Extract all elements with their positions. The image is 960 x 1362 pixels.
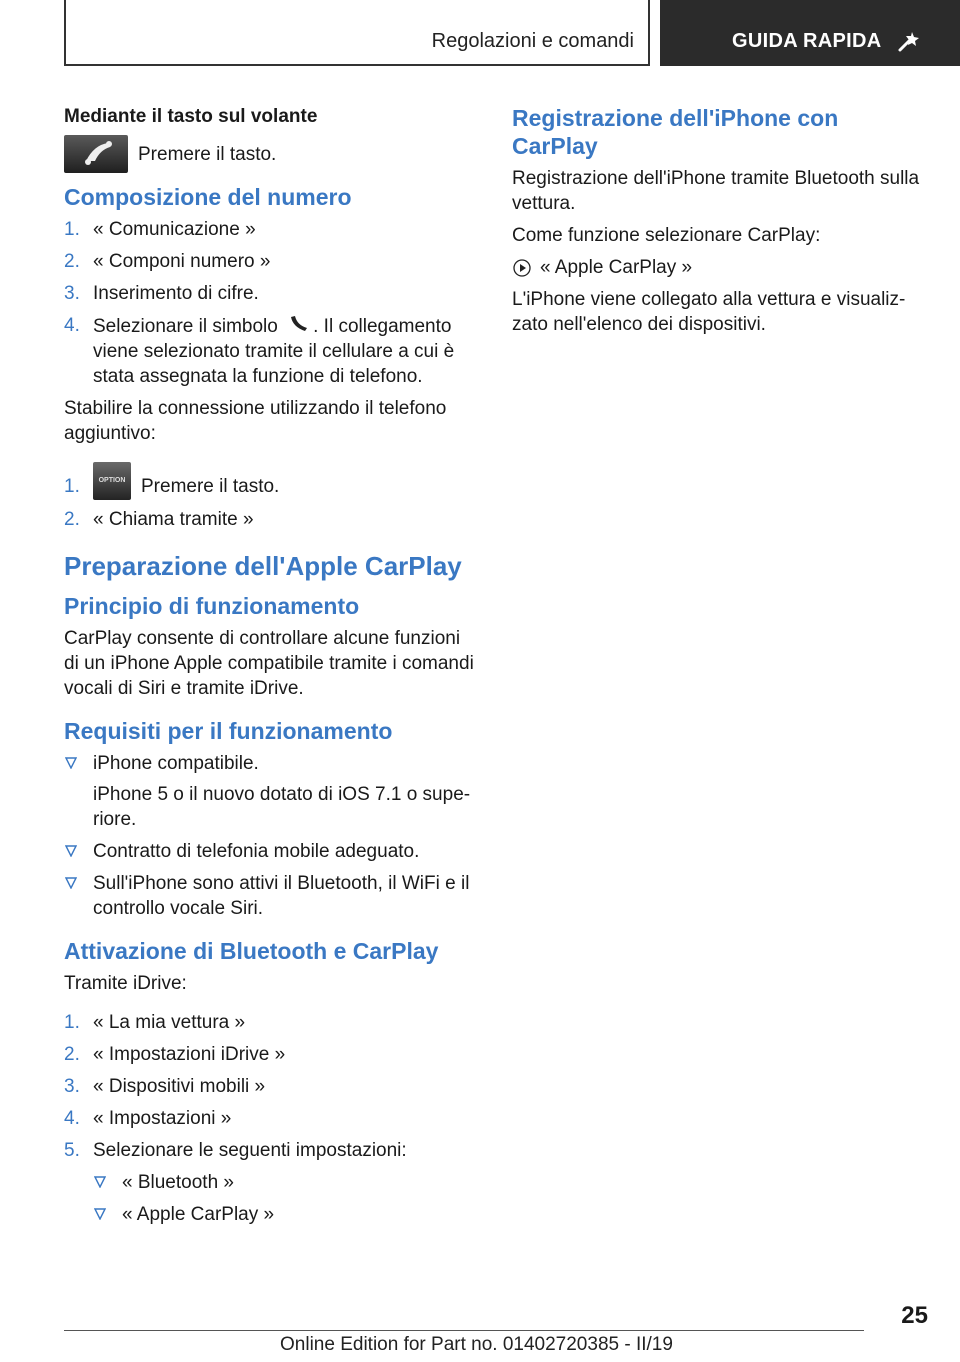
list-item: 4. Selezionare il simbolo . Il collegamento viene selezionato tramite il cellulare a cui è stata assegnata la funzione di telefono.	[64, 315, 455, 387]
triangle-bullet-icon	[94, 1176, 106, 1188]
select-item-row: « Apple CarPlay »	[512, 255, 926, 280]
left-column	[64, 104, 478, 1234]
list-item: 1. « La mia vettura »	[64, 1012, 246, 1033]
list-item: iPhone compatibile. iPhone 5 o il nuovo dotato di iOS 7.1 o superiore.	[64, 751, 478, 832]
activation-title: Attivazione di Bluetooth e CarPlay	[64, 938, 439, 964]
list-item: « Bluetooth »	[93, 1170, 478, 1195]
list-item: 2. « Impostazioni iDrive »	[64, 1044, 286, 1065]
phone-handset-icon	[64, 135, 128, 173]
list-item: 2. « Componi numero »	[64, 251, 271, 272]
quick-guide-tab[interactable]	[660, 0, 960, 66]
activation-sub-list	[93, 1170, 478, 1227]
carplay-title: Preparazione dell'Apple CarPlay	[64, 551, 462, 581]
register-title: Registrazione dell'iPhone con CarPlay	[512, 105, 839, 159]
register-text: Registrazione dell'iPhone tramite Bluetooth sulla vettura.	[512, 168, 920, 214]
play-circle-icon	[512, 258, 532, 278]
option-key-image: OPTION	[93, 462, 131, 500]
list-item: 1. OPTION Premere il tasto.	[64, 460, 478, 500]
list-item: 3. Inserimento di cifre.	[64, 283, 259, 304]
list-item: 4. « Impostazioni »	[64, 1108, 232, 1129]
steering-lead: Mediante il tasto sul volante	[64, 106, 318, 127]
list-item: « Apple CarPlay »	[93, 1202, 478, 1227]
requirements-title: Requisiti per il funzionamento	[64, 718, 393, 744]
activation-intro: Tramite iDrive:	[64, 973, 187, 994]
right-column	[512, 104, 926, 344]
triangle-bullet-icon	[65, 877, 77, 889]
list-item: 1. « Comunicazione »	[64, 219, 256, 240]
result-text: L'iPhone viene collegato alla vettura e visualizzato nell'elenco dei dispositivi.	[512, 289, 906, 335]
principle-title: Principio di funzionamento	[64, 593, 360, 619]
steering-key-row	[64, 135, 478, 173]
triangle-bullet-icon	[94, 1208, 106, 1220]
triangle-bullet-icon	[65, 845, 77, 857]
select-text: Come funzione selezionare CarPlay:	[512, 225, 821, 246]
triangle-bullet-icon	[65, 757, 77, 769]
connection-text: Stabilire la connessione utilizzando il telefono aggiuntivo:	[64, 398, 447, 444]
phone-key-image	[64, 135, 128, 173]
activation-steps	[64, 1010, 478, 1227]
wand-icon	[896, 28, 922, 54]
steering-key-text: Premere il tasto.	[138, 143, 277, 165]
requirements-list	[64, 751, 478, 921]
quick-guide-label: GUIDA RAPIDA	[732, 30, 882, 52]
footer-divider	[64, 1330, 864, 1331]
handset-symbol-icon	[283, 313, 313, 335]
principle-text: CarPlay consente di controllare alcune funzioni di un iPhone Apple compatibile tramite i comandi vocali di Siri e tramite iDrive.	[64, 628, 474, 699]
list-item: 2. « Chiama tramite »	[64, 509, 254, 530]
section-title: Regolazioni e comandi	[431, 30, 634, 52]
page-number: 25	[901, 1302, 928, 1329]
dial-title: Composizione del numero	[64, 184, 352, 210]
list-item: Sull'iPhone sono attivi il Bluetooth, il WiFi e il controllo vocale Siri.	[64, 871, 478, 921]
list-item: 3. « Dispositivi mobili »	[64, 1076, 266, 1097]
list-item: 5. Selezionare le seguenti impostazioni: « Bluetooth » « Apple CarPlay »	[64, 1138, 478, 1227]
edition-footer: Online Edition for Part no. 01402720385 - II/19	[280, 1334, 673, 1355]
option-steps	[64, 460, 478, 532]
list-item: Contratto di telefonia mobile adeguato.	[64, 839, 478, 864]
dial-steps	[64, 217, 478, 389]
header-section-box	[64, 0, 650, 66]
